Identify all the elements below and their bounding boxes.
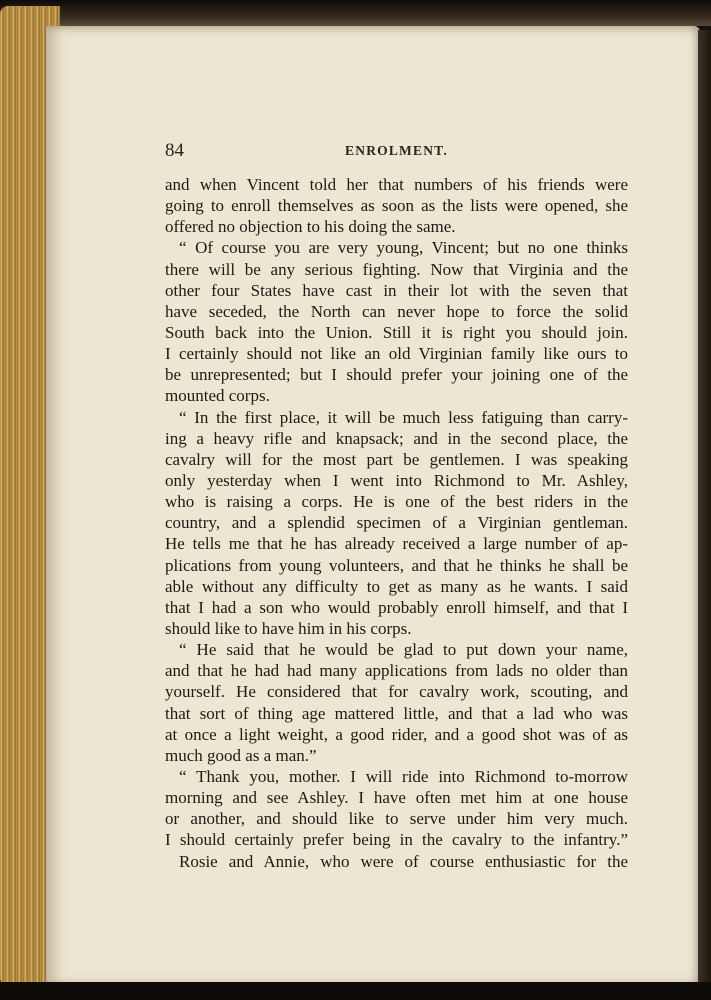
text-line: Rosie and Annie, who were of course enthusiastic for the [179, 851, 628, 871]
text-line: offered no objection to his doing the same. [165, 217, 456, 237]
text-line: ing a heavy rifle and knapsack; and in the second place, the [165, 428, 628, 448]
text-line: morning and see Ashley. I have often met him at one house [165, 788, 628, 808]
text-line: cavalry will for the most part be gentlemen. I was speaking [165, 449, 628, 469]
text-line: able without any difficulty to get as many as he wants. I said [165, 576, 628, 596]
text-line: plications from young volunteers, and that he thinks he shall be [165, 555, 628, 575]
text-line: He tells me that he has already received a large number of ap- [165, 534, 628, 554]
text-line: I certainly should not like an old Virginian family like ours to [165, 344, 628, 364]
bottom-shadow [0, 982, 711, 1000]
text-line: “ He said that he would be glad to put down your name, [179, 640, 628, 660]
text-line: that I had a son who would probably enroll himself, and that I [165, 597, 628, 617]
text-line: South back into the Union. Still it is right you should join. [165, 322, 628, 342]
text-line: should like to have him in his corps. [165, 618, 412, 638]
running-head [165, 140, 628, 166]
text-line: “ Thank you, mother. I will ride into Richmond to-morrow [179, 766, 628, 786]
text-line: there will be any serious fighting. Now that Virginia and the [165, 259, 628, 279]
text-line: that sort of thing age mattered little, and that a lad who was [165, 703, 628, 723]
text-line: I should certainly prefer being in the cavalry to the infantry.” [165, 830, 628, 850]
top-shadow [0, 0, 711, 26]
page-number: 84 [165, 140, 184, 161]
text-line: only yesterday when I went into Richmond to Mr. Ashley, [165, 470, 628, 490]
text-line: much good as a man.” [165, 745, 317, 765]
text-line: country, and a splendid specimen of a Virginian gentleman. [165, 513, 628, 533]
text-line: mounted corps. [165, 386, 270, 406]
text-line: or another, and should like to serve under him very much. [165, 809, 628, 829]
text-line: be unrepresented; but I should prefer your joining one of the [165, 365, 628, 385]
running-title: ENROLMENT. [345, 143, 448, 158]
text-line: and when Vincent told her that numbers of his friends were [165, 175, 628, 194]
text-line: “ Of course you are very young, Vincent; but no one thinks [179, 238, 628, 258]
text-line: have seceded, the North can never hope to force the solid [165, 301, 628, 321]
text-line: “ In the first place, it will be much less fatiguing than carry- [179, 407, 628, 427]
text-line: yourself. He considered that for cavalry work, scouting, and [165, 682, 628, 702]
right-page-edge [698, 30, 711, 990]
text-line: other four States have cast in their lot with the seven that [165, 280, 628, 300]
body-text [165, 174, 628, 872]
text-line: who is raising a corps. He is one of the best riders in the [165, 492, 628, 512]
text-line: going to enroll themselves as soon as the lists were opened, she [165, 196, 628, 216]
text-line: at once a light weight, a good rider, and a good shot was of as [165, 724, 628, 744]
text-line: and that he had had many applications from lads no older than [165, 661, 628, 681]
